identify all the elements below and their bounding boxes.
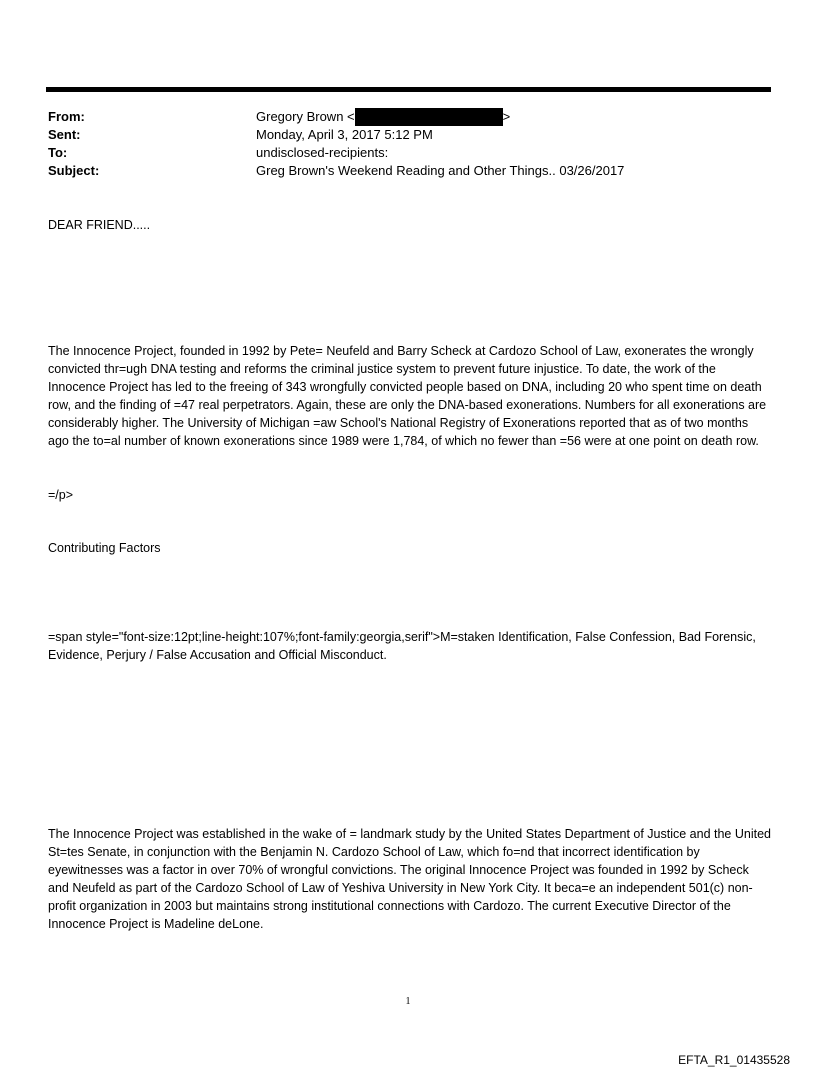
from-name: Gregory Brown < (256, 109, 355, 124)
greeting: DEAR FRIEND..... (48, 218, 151, 232)
body-paragraph-2: =span style="font-size:12pt;line-height:107%;font-family:georgia,serif">M=staken Identification, False Confession, Bad Forensic, Evidence, Perjury / False Accusation and Official Misconduct. (48, 630, 756, 662)
to-value: undisclosed-recipients: (256, 145, 389, 160)
from-value (256, 108, 768, 126)
from-row (48, 108, 768, 126)
subject-row (48, 162, 768, 180)
from-label: From: (48, 109, 85, 124)
sent-value: Monday, April 3, 2017 5:12 PM (256, 127, 433, 142)
from-suffix: > (502, 109, 511, 124)
body-paragraph-1: The Innocence Project, founded in 1992 by Pete= Neufeld and Barry Scheck at Cardozo School of Law, exonerates the wrongly convicted thr=ugh DNA testing and reforms the criminal justice system to prevent future injustice. To date, the work of the Innocence Project has led to the freeing of 343 wrongfully convicted people based on DNA, including 20 who spent time on death row, and the finding of =47 real perpetrators. Again, these are only the DNA-based exonerations. Numbers for all exonerations are considerably higher. The University of Michigan =aw School's National Registry of Exonerations reported that as of two months ago the to=al number of known exonerations since 1989 were 1,784, of which no fewer than =56 were at one point on death row. (48, 344, 767, 448)
email-header (48, 108, 768, 180)
to-row (48, 144, 768, 162)
bates-number: EFTA_R1_01435528 (678, 1053, 790, 1067)
header-divider (46, 87, 771, 92)
section-heading: Contributing Factors (48, 541, 161, 555)
body-paragraph-3: The Innocence Project was established in the wake of = landmark study by the United States Department of Justice and the United St=tes Senate, in conjunction with the Benjamin N. Cardozo School of Law, which fo=nd that incorrect identification by eyewitnesses was a factor in over 70% of wrongful convictions. The original Innocence Project was founded in 1992 by Scheck and Neufeld as part of the Cardozo School of Law of Yeshiva University in New York City. It beca=e an independent 501(c) non-profit organization in 2003 but maintains strong institutional connections with Cardozo. The current Executive Director of the Innocence Project is Madeline deLone. (48, 827, 771, 931)
redaction-block (355, 108, 503, 126)
subject-value: Greg Brown's Weekend Reading and Other Things.. 03/26/2017 (256, 163, 625, 178)
to-label: To: (48, 145, 68, 160)
subject-label: Subject: (48, 163, 100, 178)
sent-label: Sent: (48, 127, 81, 142)
stray-markup: =/p> (48, 488, 74, 502)
page-number: 1 (405, 996, 411, 1007)
sent-row (48, 126, 768, 144)
